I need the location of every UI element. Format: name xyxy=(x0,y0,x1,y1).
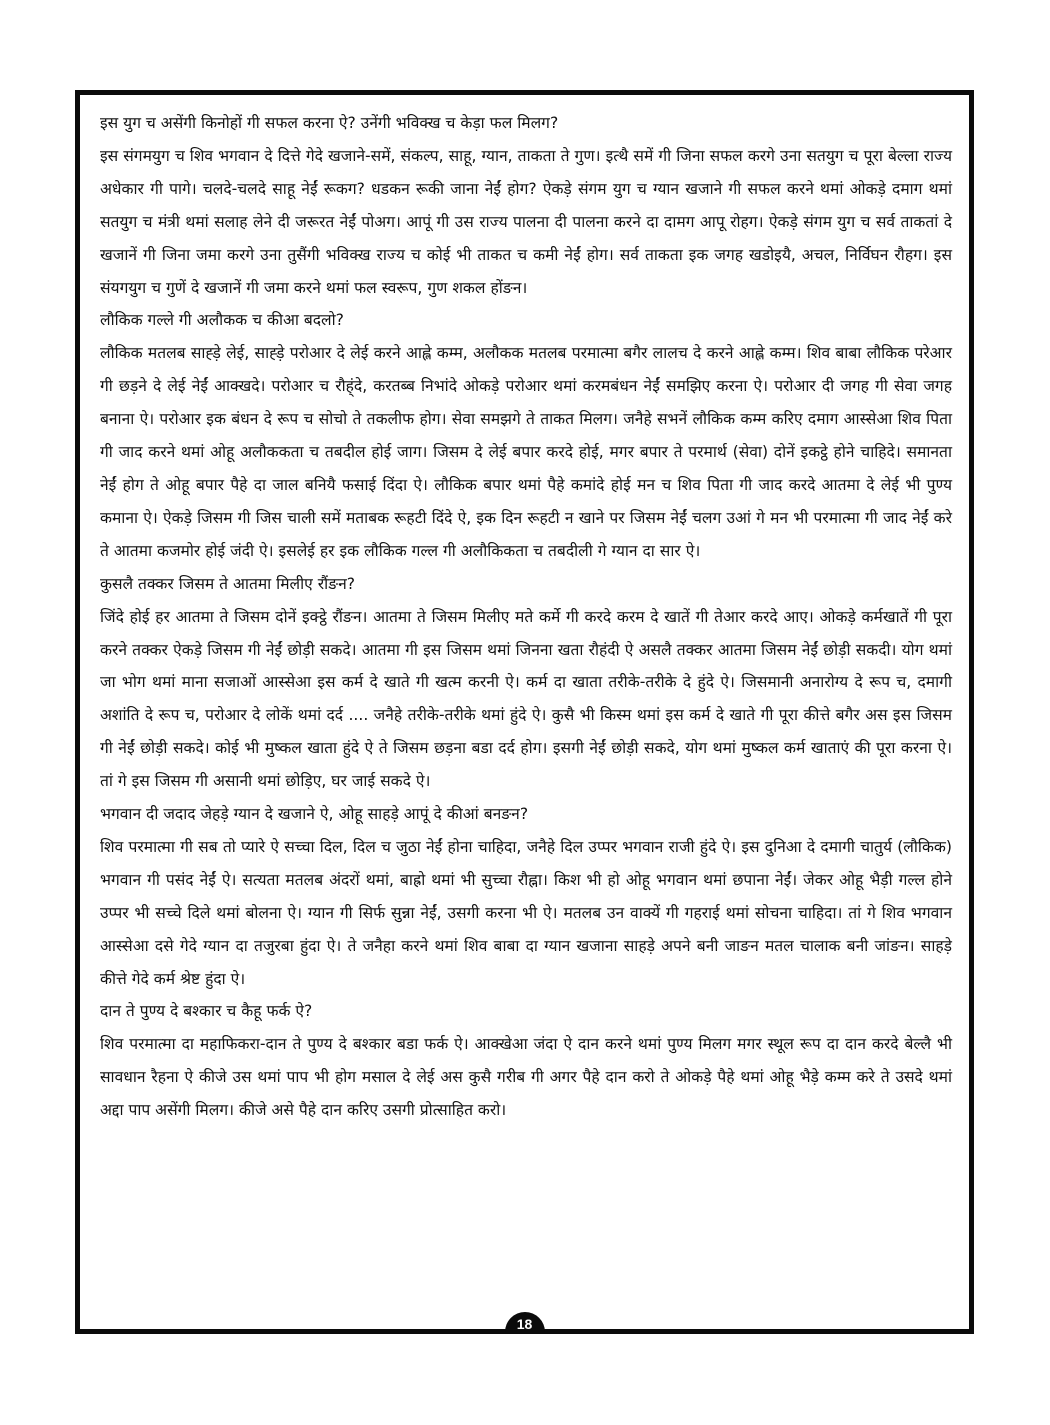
section-answer: इस संगमयुग च शिव भगवान दे दित्ते गेदे खजाने-समें, संकल्प, साहू, ग्यान, ताकता ते गुण। इत्थै समें गी जिना सफल करगे उना सतयुग च पूरा बेल्ला राज्य अधेकार गी पागे। चलदे-चलदे साहू नेईं रूकग? धडकन रूकी जाना नेईं होग? ऐकड़े संगम युग च ग्यान खजाने गी सफल करने थमां ओकड़े दमाग थमां सतयुग च मंत्री थमां सलाह लेने दी जरूरत नेईं पोअग। आपूं गी उस राज्य पालना दी पालना करने दा दामग आपू रोहग। ऐकड़े संगम युग च सर्व ताकतां दे खजानें गी जिना जमा करगे उना तुसैंगी भविक्ख राज्य च कोई भी ताकत च कमी नेईं होग। सर्व ताकता इक जगह खडोइयै, अचल, निर्विघन रौहग। इस संयगयुग च गुणें दे खजानें गी जमा करने थमां फल स्वरूप, गुण शकल होंङन। xyxy=(100,146,952,297)
section-question: इस युग च असेंगी किनोहों गी सफल करना ऐ? उनेंगी भविक्ख च केड़ा फल मिलग? xyxy=(100,114,559,132)
section-answer: लौकिक मतलब साह्ड़े लेई, साह्ड़े परोआर दे लेई करने आह्ले कम्म, अलौकक मतलब परमात्मा बगैर लालच दे करने आह्ले कम्म। शिव बाबा लौकिक परेआर गी छड़ने दे लेई नेईं आक्खदे। परोआर च रौह्ंदे, करतब्ब निभांदे ओकड़े परोआर थमां करमबंधन नेईं समझिए करना ऐ। परोआर दी जगह गी सेवा जगह बनाना ऐ। परोआर इक बंधन दे रूप च सोचो ते तकलीफ होग। सेवा समझगे ते ताकत मिलग। जनैहे सभनें लौकिक कम्म करिए दमाग आस्सेआ शिव पिता गी जाद करने थमां ओहू अलौककता च तबदील होई जाग। जिसम दे लेई बपार करदे होई, मगर बपार ते परमार्थ (सेवा) दोनें इकट्ठे होने चाहिदे। समानता नेईं होग ते ओहू बपार पैहे दा जाल बनियै फसाई दिंदा ऐ। लौकिक बपार थमां पैहे कमांदे होई मन च शिव पिता गी जाद करदे आतमा दे लेई भी पुण्य कमाना ऐ। ऐकड़े जिसम गी जिस चाली समें मताबक रूहटी दिंदे ऐ, इक दिन रूहटी न खाने पर जिसम नेईं चलग उआं गे मन भी परमात्मा गी जाद नेईं करे ते आतमा कजमोर होई जंदी ऐ। इसलेई हर इक लौकिक गल्ल गी अलौकिकता च तबदीली गे ग्यान दा सार ऐ। xyxy=(100,344,952,560)
section-question: दान ते पुण्य दे बश्कार च कैहू फर्क ऐ? xyxy=(100,1002,313,1021)
section-question: लौकिक गल्ले गी अलौकक च कीआ बदलो? xyxy=(100,311,344,330)
section-question: भगवान दी जदाद जेहड़े ग्यान दे खजाने ऐ, ओहू साहड़े आपूं दे कीआं बनङन? xyxy=(100,805,529,824)
section-question: कुसलै तक्कर जिसम ते आतमा मिलीए रौंङन? xyxy=(100,574,356,593)
page-number: 18 xyxy=(505,1312,545,1334)
section-answer: शिव परमात्मा गी सब तो प्यारे ऐ सच्चा दिल, दिल च जुठा नेईं होना चाहिदा, जनैहे दिल उप्पर भगवान राजी हुंदे ऐ। इस दुनिआ दे दमागी चातुर्य (लौकिक) भगवान गी पसंद नेईं ऐ। सत्यता मतलब अंदरों थमां, बाह्रो थमां भी सुच्चा रौह्ना। किश भी हो ओहू भगवान थमां छपाना नेईं। जेकर ओहू भैड़ी गल्ल होने उप्पर भी सच्चे दिले थमां बोलना ऐ। ग्यान गी सिर्फ सुन्ना नेईं, उसगी करना भी ऐ। मतलब उन वाक्यें गी गहराई थमां सोचना चाहिदा। तां गे शिव भगवान आस्सेआ दसे गेदे ग्यान दा तजुरबा हुंदा ऐ। ते जनैहा करने थमां शिव बाबा दा ग्यान खजाना साहड़े अपने बनी जाङन मतल चालाक बनी जांङन। साहड़े कीत्ते गेदे कर्म श्रेष्ट हुंदा ऐ। xyxy=(100,837,952,988)
page-frame xyxy=(75,90,974,1334)
section-answer: शिव परमात्मा दा महाफिकरा-दान ते पुण्य दे बश्कार बडा फर्क ऐ। आक्खेआ जंदा ऐ दान करने थमां पुण्य मिलग मगर स्थूल रूप दा दान करदे बेल्लै भी सावधान रैहना ऐ कीजे उस थमां पाप भी होग मसाल दे लेई अस कुसै गरीब गी अगर पैहे दान करो ते ओकड़े पैहे थमां ओहू भैड़े कम्म करे ते उसदे थमां अद्दा पाप असेंगी मिलग। कीजे असे पैहे दान करिए उसगी प्रोत्साहित करो। xyxy=(100,1035,952,1120)
section-answer: जिंदे होई हर आतमा ते जिसम दोनें इक्ट्ठे रौंङन। आतमा ते जिसम मिलीए मते कर्मे गी करदे करम दे खातें गी तेआर करदे आए। ओकड़े कर्मखातें गी पूरा करने तक्कर ऐकड़े जिसम गी नेईं छोड़ी सकदे। आतमा गी इस जिसम थमां जिनना खता रौहंदी ऐ असलै तक्कर आतमा जिसम नेईं छोड़ी सकदी। योग थमां जा भोग थमां माना सजाओं आस्सेआ इस कर्म दे खाते गी खत्म करनी ऐ। कर्म दा खाता तरीके-तरीके दे हुंदे ऐ। जिसमानी अनारोग्य दे रूप च, दमागी अशांति दे रूप च, परोआर दे लोकें थमां दर्द .... जनैहे तरीके-तरीके थमां हुंदे ऐ। कुसै भी किस्म थमां इस कर्म दे खाते गी पूरा कीत्ते बगैर अस इस जिसम गी नेईं छोड़ी सकदे। कोई भी मुष्कल खाता हुंदे ऐ ते जिसम छड़ना बडा दर्द होग। इसगी नेईं छोड़ी सकदे, योग थमां मुष्कल कर्म खाताएं की पूरा करना ऐ। तां गे इस जिसम गी असानी थमां छोड़िए, घर जाई सकदे ऐ। xyxy=(100,607,952,791)
page-content xyxy=(100,107,952,1127)
